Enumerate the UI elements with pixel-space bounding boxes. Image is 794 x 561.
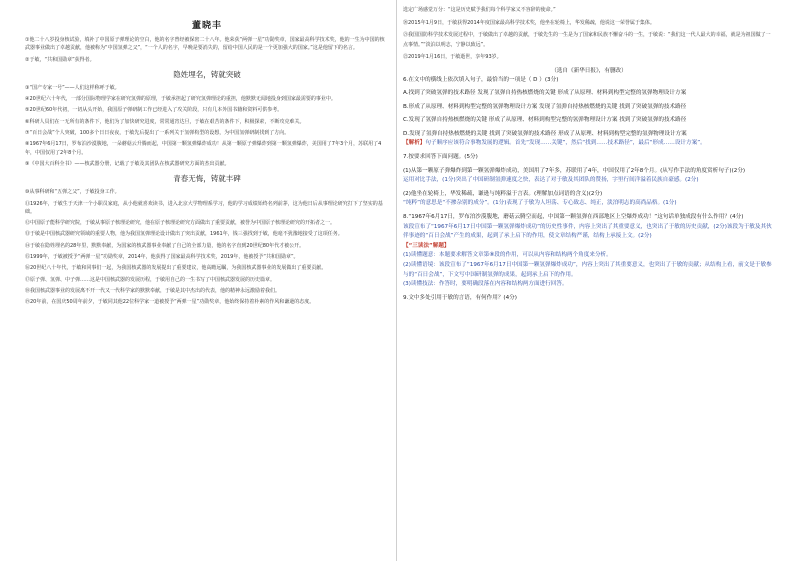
- question-text: [403, 213, 775, 223]
- answer-tag: 【解析】: [403, 140, 426, 147]
- article-paragraph: ⑥科研人员们在一无所有的条件下，他们为了加快研究进度，常常通宵达旦，于敏在艰苦的条件下，积极探索，不断攻克难关。: [25, 118, 305, 125]
- question-text: [403, 103, 775, 113]
- article-ending-paragraphs: [403, 6, 775, 63]
- question-body: B.形成了从原理、材料到构型完整的氢弹物理设计方案 发现了氢弹自持热核燃烧的关键 找到了突破氢弹的技术路径: [403, 103, 687, 110]
- question-text: [403, 153, 775, 163]
- article-paragraph: ⑬于敏是中国核武器研究领域的重要人物，他为我国氢弹理论设计做出了突出贡献，1961年，钱三强找到于敏，他毫不犹豫地接受了这项任务。: [25, 231, 343, 238]
- question-text: [403, 294, 775, 304]
- question-body: D.发现了氢弹自持热核燃烧的关键 找到了突破氢弹的技术路径 形成了从原理、材料到构型完整的氢弹物理设计方案: [403, 130, 687, 137]
- question-body: A.找到了突破氢弹的技术路径 发现了氢弹自持热核燃烧的关键 形成了从原理、材料到构型完整的氢弹物理设计方案: [403, 90, 687, 97]
- article-paragraph: ②于敏，“共和国勋章”获得者。: [25, 56, 95, 63]
- question-text: [403, 116, 775, 126]
- article-paragraph: ⑰原子弹、氢弹、中子弹……这是中国核武器的发展历程，于敏用自己的一生书写了中国核武器发展的历史篇章。: [25, 276, 276, 283]
- section-2-paragraphs: [25, 188, 389, 306]
- article-paragraph: ③“国产专家一号”——人们这样称呼于敏。: [25, 84, 120, 91]
- answer-body: (2)读懂语境：该段宣布了“1967年6月17日中国第一颗氢弹爆炸成功”，内容上突出了其重要意义，也突出了于敏的贡献；从结构上看，前文是于敏参与的“百日会战”，下文写中国研制氢弹的成果，起到承上启下的作用。: [403, 262, 772, 278]
- article-paragraph: ⑧1967年6月17日，罗布泊沙漠腹地，一朵蘑菇云升腾而起，中国第一颗氢弹爆炸成功！从第一颗原子弹爆炸到第一颗氢弹爆炸，美国用了7年3个月，苏联用了4年，中国仅用了2年8个月。: [25, 141, 382, 156]
- article-paragraph: ⑩从事科研和“五弹之父”，于敏投身工作。: [25, 189, 120, 196]
- answer-text: [403, 261, 775, 280]
- answer-body: 该段宣布了“1967年6月17日中国第一颗氢弹爆炸成功”的历史性事件，内容上突出了其重要意义，也突出了于敏的历史贡献，(2分)该段为于敏及其伙伴事迹的“百日会战”产生的成果，起到了承上启下的作用，使文章结构严谨，结构上承接上文。(2分): [403, 223, 772, 240]
- article-paragraph: ㉑我国国防科学技术发展过程中，于敏做出了卓越的贡献，于敏先生的一生是为了国家和民族不懈奋斗的一生，于敏说：“我们这一代人最大的幸福，就是为祖国做了一点事情。”“淡泊以明志，宁静以致远”。: [403, 32, 771, 48]
- question-body: 9.文中多处引用于敏的言语，有何作用？(4分): [403, 294, 517, 301]
- article-title: 董晓丰: [191, 21, 222, 31]
- questions-and-answers: [403, 76, 775, 304]
- article-paragraph: ㉒2019年1月16日，于敏逝世，享年93岁。: [403, 54, 502, 60]
- answer-text: [403, 199, 775, 209]
- question-text: [403, 89, 775, 99]
- article-paragraph: ⑲20年前，在国庆50周年前夕，于敏同其他22位科学家一道被授予“两弹一星”功勋奖章，他始终保持着朴素的作风和谦逊的态度。: [25, 299, 315, 306]
- section-1-paragraphs: [25, 84, 389, 168]
- question-body: C.发现了氢弹自持热核燃烧的关键 形成了从原理、材料到构型完整的氢弹物理设计方案 找到了突破氢弹的技术路径: [403, 117, 687, 124]
- article-paragraph: ①他二十八岁投身核试验，填补了中国原子弹理论的空白，他的名字曾经被保密二十八年。他荣获“两弹一星”功勋奖章，国家最高科学技术奖，他的一生为中国的核武器事业做出了卓越贡献，他被称为“中国氢弹之父”，“一个人的名字，早晚是要消失的，留给中国人民的是一个更加强大的国家。”这是他留下的名言。: [25, 37, 385, 52]
- right-column: [403, 6, 775, 303]
- question-text: [403, 76, 775, 86]
- section-heading-1: 隐姓埋名，铸就突破: [173, 69, 241, 79]
- article-paragraph: ⑳2015年1月9日，于敏获得2014年度国家最高科学技术奖，他坐在轮椅上，华发稀疏，他说这一荣誉属于集体。: [403, 19, 655, 26]
- answer-body: 句子顺序应该符合事物发展的逻辑。首先“发现……关键”，然后“找到……技术路径”，最后“形成……设计方案”。: [425, 140, 706, 147]
- question-text: [403, 190, 775, 200]
- question-body: (2)他坐在轮椅上，华发稀疏，谦逊与纯粹溢于言表。(理解加点词语的含义)(2分): [403, 190, 603, 197]
- answer-text: [403, 251, 775, 261]
- answer-body: (3)读懂技法：作答时，要明确段落在内容和结构两方面进行回答。: [403, 281, 568, 288]
- answer-body: (1)读懂题意：本题要求解答文章第⑧段的作用，可以从内容和结构两个角度来分析。: [403, 252, 612, 259]
- answer-text: [403, 242, 775, 252]
- intro-paragraphs: [25, 36, 389, 64]
- answer-text: [403, 139, 775, 149]
- question-body: 6.在文中的横线上依次填入句子，最恰当的一项是（ D ）(3分): [403, 76, 559, 83]
- question-body: 8.“1967年6月17日，罗布泊沙漠腹地，蘑菇云腾空而起，中国第一颗氢弹在西部地区上空爆炸成功！”这句话单独成段有什么作用？(4分): [403, 214, 744, 221]
- section-heading-2: 青春无悔，铸就丰碑: [173, 174, 241, 184]
- source-note: （选自《新华日报》，有删改）: [551, 67, 627, 74]
- question-body: (1)从第一颗原子弹爆炸到第一颗氢弹爆炸成功，美国用了7年多，苏联用了4年，中国仅用了2年8个月。(从写作手法的角度赏析句子)(2分): [403, 167, 746, 174]
- article-paragraph: 选定广场感觉万分：“这是历史赋予我们每个科学家义不容辞的使命。”: [403, 7, 556, 13]
- answer-tag: 【“三读法”解题】: [403, 242, 450, 249]
- answer-body: 运用对比手法，(1分)突出了中国研制氢弹速度之快，表达了对于敏及其团队的赞扬，字里行间洋溢着民族自豪感。(2分): [403, 177, 699, 184]
- answer-text: [403, 223, 775, 242]
- question-text: [403, 130, 775, 140]
- question-body: 7.按要求回答下面问题。(5分): [403, 154, 478, 161]
- left-column: [25, 6, 389, 307]
- article-paragraph: ⑦“百日会战”个人突破，100多个日日夜夜，于敏先后提出了一系列关于氢弹构型的设想，为中国氢弹研制找到了方向。: [25, 130, 290, 137]
- answer-text: [403, 280, 775, 290]
- article-paragraph: ⑨《中国大百科全书》——核武器分册，记载了于敏及其团队在核武器研究方面的杰出贡献。: [25, 160, 230, 167]
- article-paragraph: ⑮1999年，于敏被授予“两弹一星”功勋奖章，2014年，他获得了国家最高科学技术奖，2019年，他被授予“共和国勋章”。: [25, 254, 299, 261]
- article-paragraph: ④20世纪六十年代，一部分国际物理学家在研究氢弹的原理，于敏承担起了研究氢弹理论的重担，他默默无闻地投身到国家最需要的事业中。: [25, 96, 336, 103]
- answer-text: [403, 176, 775, 186]
- column-divider: [396, 0, 397, 561]
- article-paragraph: ⑯20世纪八十年代，于敏和同事们一起，为我国核武器的发展提出了重要建议，他高瞻远瞩，为我国核武器事业的发展做出了重要贡献。: [25, 265, 327, 272]
- article-paragraph: ⑪1926年，于敏生于天津一个小职员家庭，从小他就喜欢读书，进入北京大学物理系学习，他的学习成绩始终名列前茅，这为他日后从事理论研究打下了坚实的基础。: [25, 200, 383, 215]
- answer-body: “纯粹”的意思是“不掺杂别的成分”。(1分)表现了于敏为人坦荡、专心致志、纯正，淡泊明志的高尚品格。(1分): [403, 200, 677, 207]
- article-paragraph: ⑤20世纪60年代初，一切从头开始，我国原子弹研制工作已经进入了攻关阶段，只有几本外国书籍和资料可供参考。: [25, 107, 283, 114]
- article-paragraph: ⑭于敏在隐姓埋名的28年里，默默奉献，为国家的核武器事业奉献了自己的全部力量，他的名字直到20世纪80年代才被公开。: [25, 242, 305, 249]
- article-paragraph: ⑫中国原子能科学研究院，于敏从事原子核理论研究，他在原子核理论研究方面做出了重要贡献，被誉为中国原子核理论研究的开拓者之一。: [25, 220, 336, 227]
- question-text: [403, 167, 775, 177]
- article-paragraph: ⑱我国核武器事业的发展离不开一代又一代科学家的默默奉献，于敏是其中杰出的代表，他的精神永远激励着我们。: [25, 287, 281, 294]
